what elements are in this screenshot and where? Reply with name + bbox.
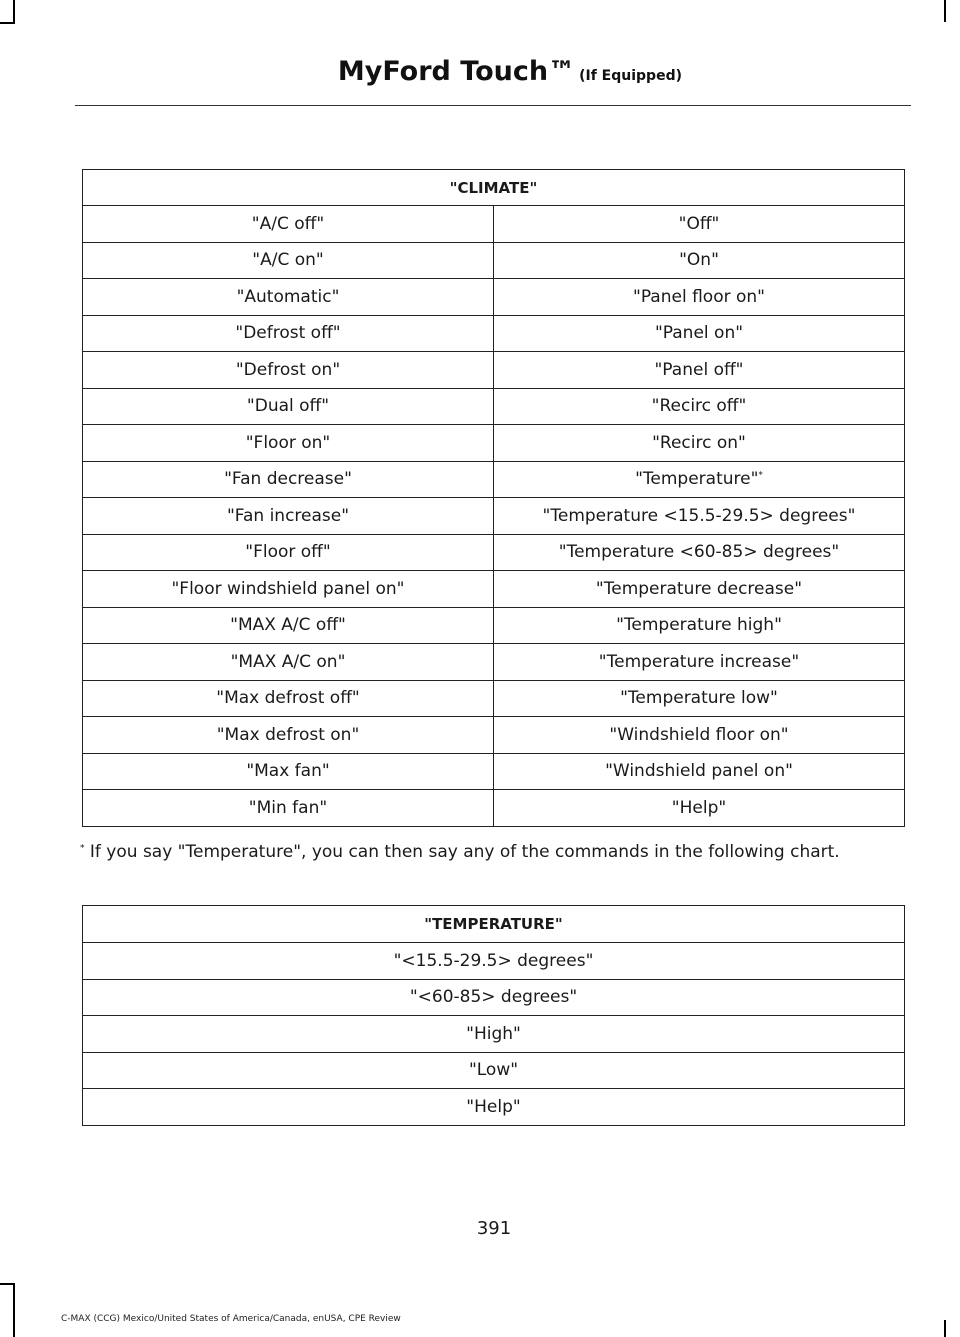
climate-command-right (494, 279, 905, 316)
page-title-subtitle: (If Equipped) (579, 68, 682, 84)
temperature-command: "Low" (83, 1052, 905, 1089)
climate-command-left: "Dual off" (83, 388, 494, 425)
climate-command-text: "Windshield panel on" (605, 761, 793, 782)
climate-command-right (494, 607, 905, 644)
climate-command-left: "Floor off" (83, 534, 494, 571)
climate-command-text: "Panel on" (654, 323, 744, 344)
climate-command-right (494, 352, 905, 389)
footnote (80, 842, 840, 862)
table-row (83, 498, 905, 535)
table-row (83, 352, 905, 389)
climate-command-text: "Temperature <60-85> degrees" (558, 542, 840, 563)
table-row (83, 206, 905, 243)
crop-mark-top-left (13, 0, 15, 24)
climate-command-text: "Panel off" (654, 359, 744, 380)
climate-table-heading: "CLIMATE" (83, 170, 905, 206)
climate-command-right (494, 242, 905, 279)
table-row (83, 388, 905, 425)
climate-command-left: "Floor on" (83, 425, 494, 462)
table-row (83, 571, 905, 608)
table-row (83, 315, 905, 352)
table-header-row (83, 170, 905, 206)
table-row (83, 717, 905, 754)
climate-command-left: "A/C on" (83, 242, 494, 279)
climate-command-left: "Fan increase" (83, 498, 494, 535)
climate-command-text: "Temperature low" (620, 688, 778, 709)
climate-command-right (494, 753, 905, 790)
climate-command-right (494, 388, 905, 425)
climate-command-left: "Defrost off" (83, 315, 494, 352)
footnote-reference-mark: * (758, 470, 763, 481)
climate-command-left: "Defrost on" (83, 352, 494, 389)
table-row (83, 1016, 905, 1053)
climate-command-text: "Recirc off" (651, 396, 747, 417)
table-row (83, 680, 905, 717)
climate-command-text: "Temperature increase" (598, 651, 800, 672)
table-row (83, 425, 905, 462)
temperature-table-heading: "TEMPERATURE" (83, 906, 905, 943)
climate-command-left: "MAX A/C off" (83, 607, 494, 644)
table-row (83, 790, 905, 827)
climate-command-left: "A/C off" (83, 206, 494, 243)
climate-command-right (494, 206, 905, 243)
climate-command-right (494, 315, 905, 352)
climate-command-text: "Temperature decrease" (595, 578, 803, 599)
climate-command-right (494, 461, 905, 498)
page-title-text: MyFord Touch™ (337, 56, 576, 87)
table-row (83, 534, 905, 571)
temperature-table-body (83, 943, 905, 1126)
climate-command-right (494, 644, 905, 681)
table-row (83, 279, 905, 316)
page-title (338, 56, 682, 87)
climate-command-text: "Off" (678, 213, 720, 234)
temperature-command: "<60-85> degrees" (83, 979, 905, 1016)
climate-table-body (83, 206, 905, 827)
climate-command-left: "Max fan" (83, 753, 494, 790)
table-row (83, 753, 905, 790)
footnote-mark: * (80, 843, 85, 854)
climate-command-text: "On" (679, 250, 719, 271)
temperature-command: "High" (83, 1016, 905, 1053)
climate-command-right (494, 717, 905, 754)
page-number: 391 (476, 1218, 512, 1239)
table-row (83, 1052, 905, 1089)
climate-command-text: "Temperature <15.5-29.5> degrees" (542, 505, 856, 526)
table-row (83, 242, 905, 279)
climate-command-left: "Automatic" (83, 279, 494, 316)
table-row (83, 644, 905, 681)
climate-command-right (494, 498, 905, 535)
climate-command-left: "MAX A/C on" (83, 644, 494, 681)
climate-commands-table (82, 169, 905, 827)
climate-command-left: "Floor windshield panel on" (83, 571, 494, 608)
table-row (83, 1089, 905, 1126)
table-row (83, 943, 905, 980)
climate-command-left: "Min fan" (83, 790, 494, 827)
crop-mark-bottom-left (13, 1283, 15, 1337)
crop-mark-bottom-left-horizontal (0, 1283, 15, 1285)
climate-command-right (494, 425, 905, 462)
climate-command-text: "Help" (671, 797, 727, 818)
temperature-command: "Help" (83, 1089, 905, 1126)
climate-command-left: "Max defrost on" (83, 717, 494, 754)
footer-text: C-MAX (CCG) Mexico/United States of America/Canada, enUSA, CPE Review (61, 1314, 401, 1324)
climate-command-text: "Temperature high" (616, 615, 782, 636)
table-row (83, 461, 905, 498)
climate-command-text: "Temperature" (635, 469, 759, 490)
climate-command-right (494, 790, 905, 827)
table-header-row (83, 906, 905, 943)
climate-command-text: "Recirc on" (652, 432, 746, 453)
table-row (83, 607, 905, 644)
footnote-text: If you say "Temperature", you can then say any of the commands in the following chart. (84, 842, 840, 862)
temperature-commands-table (82, 905, 905, 1126)
crop-mark-bottom-right (944, 1320, 946, 1337)
crop-mark-top-right (944, 0, 946, 22)
climate-command-right (494, 571, 905, 608)
table-row (83, 979, 905, 1016)
climate-command-left: "Fan decrease" (83, 461, 494, 498)
climate-command-right (494, 534, 905, 571)
climate-command-text: "Windshield floor on" (609, 724, 789, 745)
temperature-command: "<15.5-29.5> degrees" (83, 943, 905, 980)
crop-mark-top-left-horizontal (0, 22, 15, 24)
climate-command-left: "Max defrost off" (83, 680, 494, 717)
title-rule (75, 105, 911, 106)
climate-command-text: "Panel floor on" (633, 286, 765, 307)
climate-command-right (494, 680, 905, 717)
